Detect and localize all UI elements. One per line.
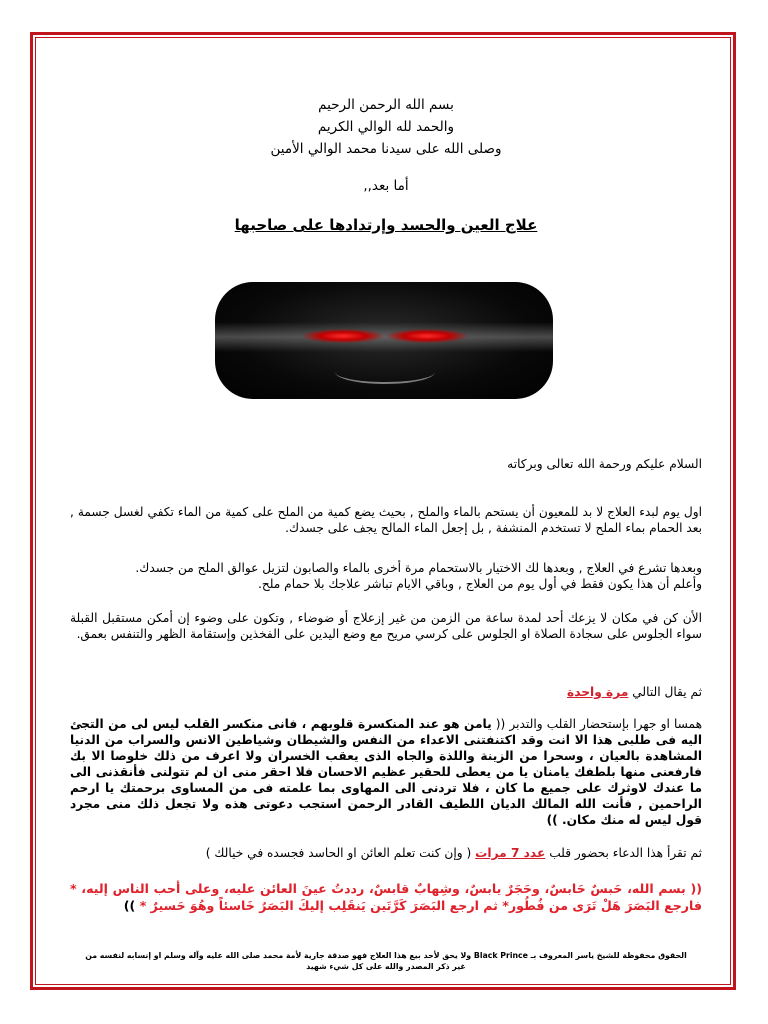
basmala-line-2: والحمد لله الوالي الكريم [317,119,455,135]
instruction-once [70,684,702,700]
supplication-intro: همسا او جهرا بإستحضار القلب والتدبر (( [495,717,702,731]
dua-body: (( بسم الله، حَبسٌ حَابسٌ، وحَجَرٌ يابسٌ، وشِهابٌ قابسٌ، رددتُ عينَ العائن عليه، وعلى أحب الناس إليه، * فارجع البَصَرَ هَلْ تَرَى من فُطُور* ثم ارجع البَصَرَ كَرَّتَين يَنقَلِب إليكَ البَصَرُ خَاسئاً وهُوَ حَسيرٌ * [70,881,702,913]
left-eye-glow [303,329,383,343]
dua-text [70,880,702,914]
instruction-seven-suffix: ( وإن كنت تعلم العائن او الحاسد فجسده في خيالك ) [205,846,472,860]
glowing-red-eyes-image [215,282,553,399]
supplication-paragraph [70,716,702,828]
salam-greeting: السلام عليكم ورحمة الله تعالى وبركاته [507,457,702,471]
dua-close: )) [123,898,136,913]
paragraph-first-day-note: وأعلم أن هذا يكون فقط في أول يوم من العلاج , وباقي الايام تباشر علاجك بلا حمام ملح. [257,577,702,591]
once-highlight: مرة واحدة [567,685,629,699]
amma-baad: أما بعد,, [363,178,409,194]
basmala-line-3: وصلى الله على سيدنا محمد الوالي الأمين [270,141,502,157]
instruction-seven-times [70,845,702,861]
seven-times-highlight: عدد 7 مرات [475,846,546,860]
image-highlight [215,322,553,352]
supplication-text: يامن هو عند المنكسرة قلوبهم ، فانى منكسر القلب ليس لى من التجئ اليه فى طلبى هذا الا انت وقد اكتنفتنى الاعداء من النفس والشيطان وشياطين الانس والسراب من الدنيا المشاهدة بالعيان ، وسحرا من الزينة واللذة والجاه الذى يعقب الخسران ولا اعرف من ذلك خلوصا الا بك فارفعنى منها بلطفك يامنان يا من يعطى للحقير عظيم الاحسان فلا احقر منى ان لم تتولنى فأنقذنى الى ما عندك لاوثرك على جميع ما كان ، فلا تردنى الى المهاوى بما علمته فى من المساوى برحمتك يا ارحم الراحمين , فأنت الله المالك الديان اللطيف القادر الرحمن استجب دعوتى هذه ولا تجعل ذلك منى مجرد قول ليس له منك مكان. )) [70,717,702,827]
instruction-once-text: ثم يقال التالي [632,685,702,699]
mouth-shape [335,360,435,384]
paragraph-salt-bath: اول يوم لبدء العلاج لا بد للمعيون أن يستحم بالماء والملح , بحيث يضع كمية من الملح على كمية من الماء تكفي لغسل جسمة , بعد الحمام بماء الملح لا تستخدم المنشفة , بل إجعل الماء المالح يجف على جسدك. [70,505,702,535]
paragraph-treatment-start: وبعدها تشرع في العلاج , وبعدها لك الاختيار بالاستحمام مرة أخرى بالماء والصابون لتزيل عوالق الملح من جسدك. [135,561,702,575]
copyright-footer: الحقوق محفوظة للشيخ ياسر المعروف بـ Black Prince ولا يحق لأحد بيع هذا العلاج فهو صدقة جارية لأمة محمد صلى الله عليه وآله وسلم او إنسابه لنفسه من غير ذكر المصدر والله على كل شيء شهيد [85,951,687,971]
paragraph-preparation: الأن كن في مكان لا يزعك أحد لمدة ساعة من الزمن من غير إزعلاج أو ضوضاء , وتكون على وضوء إن أمكن مستقبل القبلة سواء الجلوس على سجادة الصلاة او الجلوس على كرسي مريح مع وضع اليدين على الفخذين وإستقامة الظهر والتنفس بعمق. [70,611,702,641]
basmala-line-1: بسم الله الرحمن الرحيم [318,97,454,113]
page-title: علاج العين والحسد وإرتدادها على صاحبها [234,216,538,234]
instruction-seven-prefix: ثم تقرأ هذا الدعاء بحضور قلب [549,846,702,860]
right-eye-glow [387,329,467,343]
basmala-block [70,94,702,160]
